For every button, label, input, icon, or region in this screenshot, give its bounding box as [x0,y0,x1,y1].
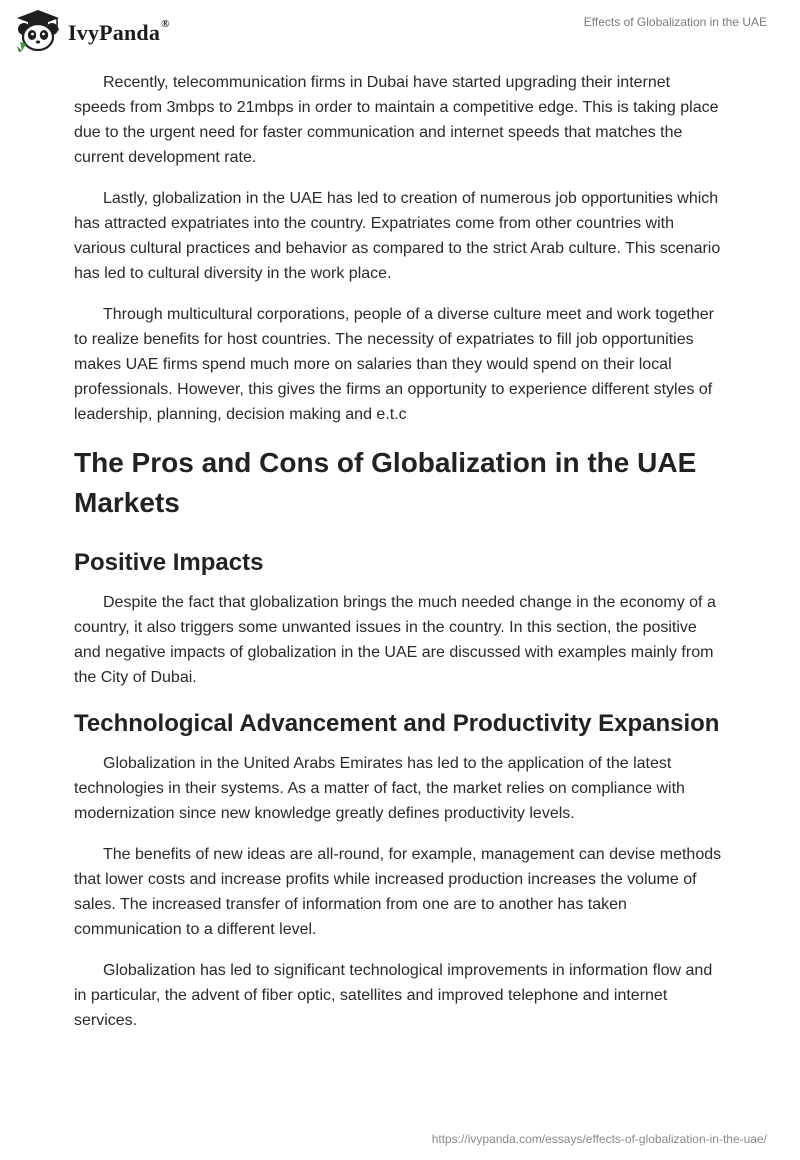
paragraph-job-opportunities: Lastly, globalization in the UAE has led to creation of numerous job opportunities which has attracted expatriates into the country. Expatriates come from other countries with various cultural practices and behavior as compared to the strict Arab culture. This scenario has led to cultural diversity in the work place. [74,190,721,282]
paragraph-telecom: Recently, telecommunication firms in Dubai have started upgrading their internet speeds from 3mbps to 21mbps in order to maintain a competitive edge. This is taking place due to the urgent need for faster communication and internet speeds that matches the current development rate. [74,74,719,166]
paragraph-latest-technologies: Globalization in the United Arabs Emirates has led to the application of the latest technologies in their systems. As a matter of fact, the market relies on compliance with modernization since new knowledge greatly defines productivity levels. [74,755,685,822]
registered-mark: ® [161,18,170,30]
section-heading-pros-cons: The Pros and Cons of Globalization in the UAE Markets [74,447,697,518]
paragraph-new-ideas-benefits: The benefits of new ideas are all-round, for example, management can devise methods that lower costs and increase profits while increased production increases the volume of sales. The increased transfer of information from one are to another has taken communication to a different level. [74,846,722,938]
paragraph-information-flow: Globalization has led to significant technological improvements in information flow and in particular, the advent of fiber optic, satellites and improved telephone and internet services. [74,962,713,1029]
subheading-positive-impacts: Positive Impacts [74,549,264,576]
paragraph-multicultural: Through multicultural corporations, people of a diverse culture meet and work together to realize benefits for host countries. The necessity of expatriates to fill job opportunities makes UAE firms spend much more on salaries than they would spend on their local professionals. However, this gives the firms an opportunity to experience different styles of leadership, planning, decision making and e.t.c [74,306,714,423]
document-title: Effects of Globalization in the UAE [583,15,767,29]
page-header [0,0,800,64]
ivypanda-logo[interactable] [13,8,170,54]
panda-graduate-icon [13,8,63,54]
subheading-technological-advancement: Technological Advancement and Productivity Expansion [74,710,720,737]
source-url[interactable]: https://ivypanda.com/essays/effects-of-globalization-in-the-uae/ [431,1132,767,1146]
paragraph-positive-impacts: Despite the fact that globalization brings the much needed change in the economy of a country, it also triggers some unwanted issues in the country. In this section, the positive and negative impacts of globalization in the UAE are discussed with examples mainly from the City of Dubai. [74,594,716,686]
essay-content [74,70,724,1049]
brand-name: IvyPanda® [68,18,170,45]
